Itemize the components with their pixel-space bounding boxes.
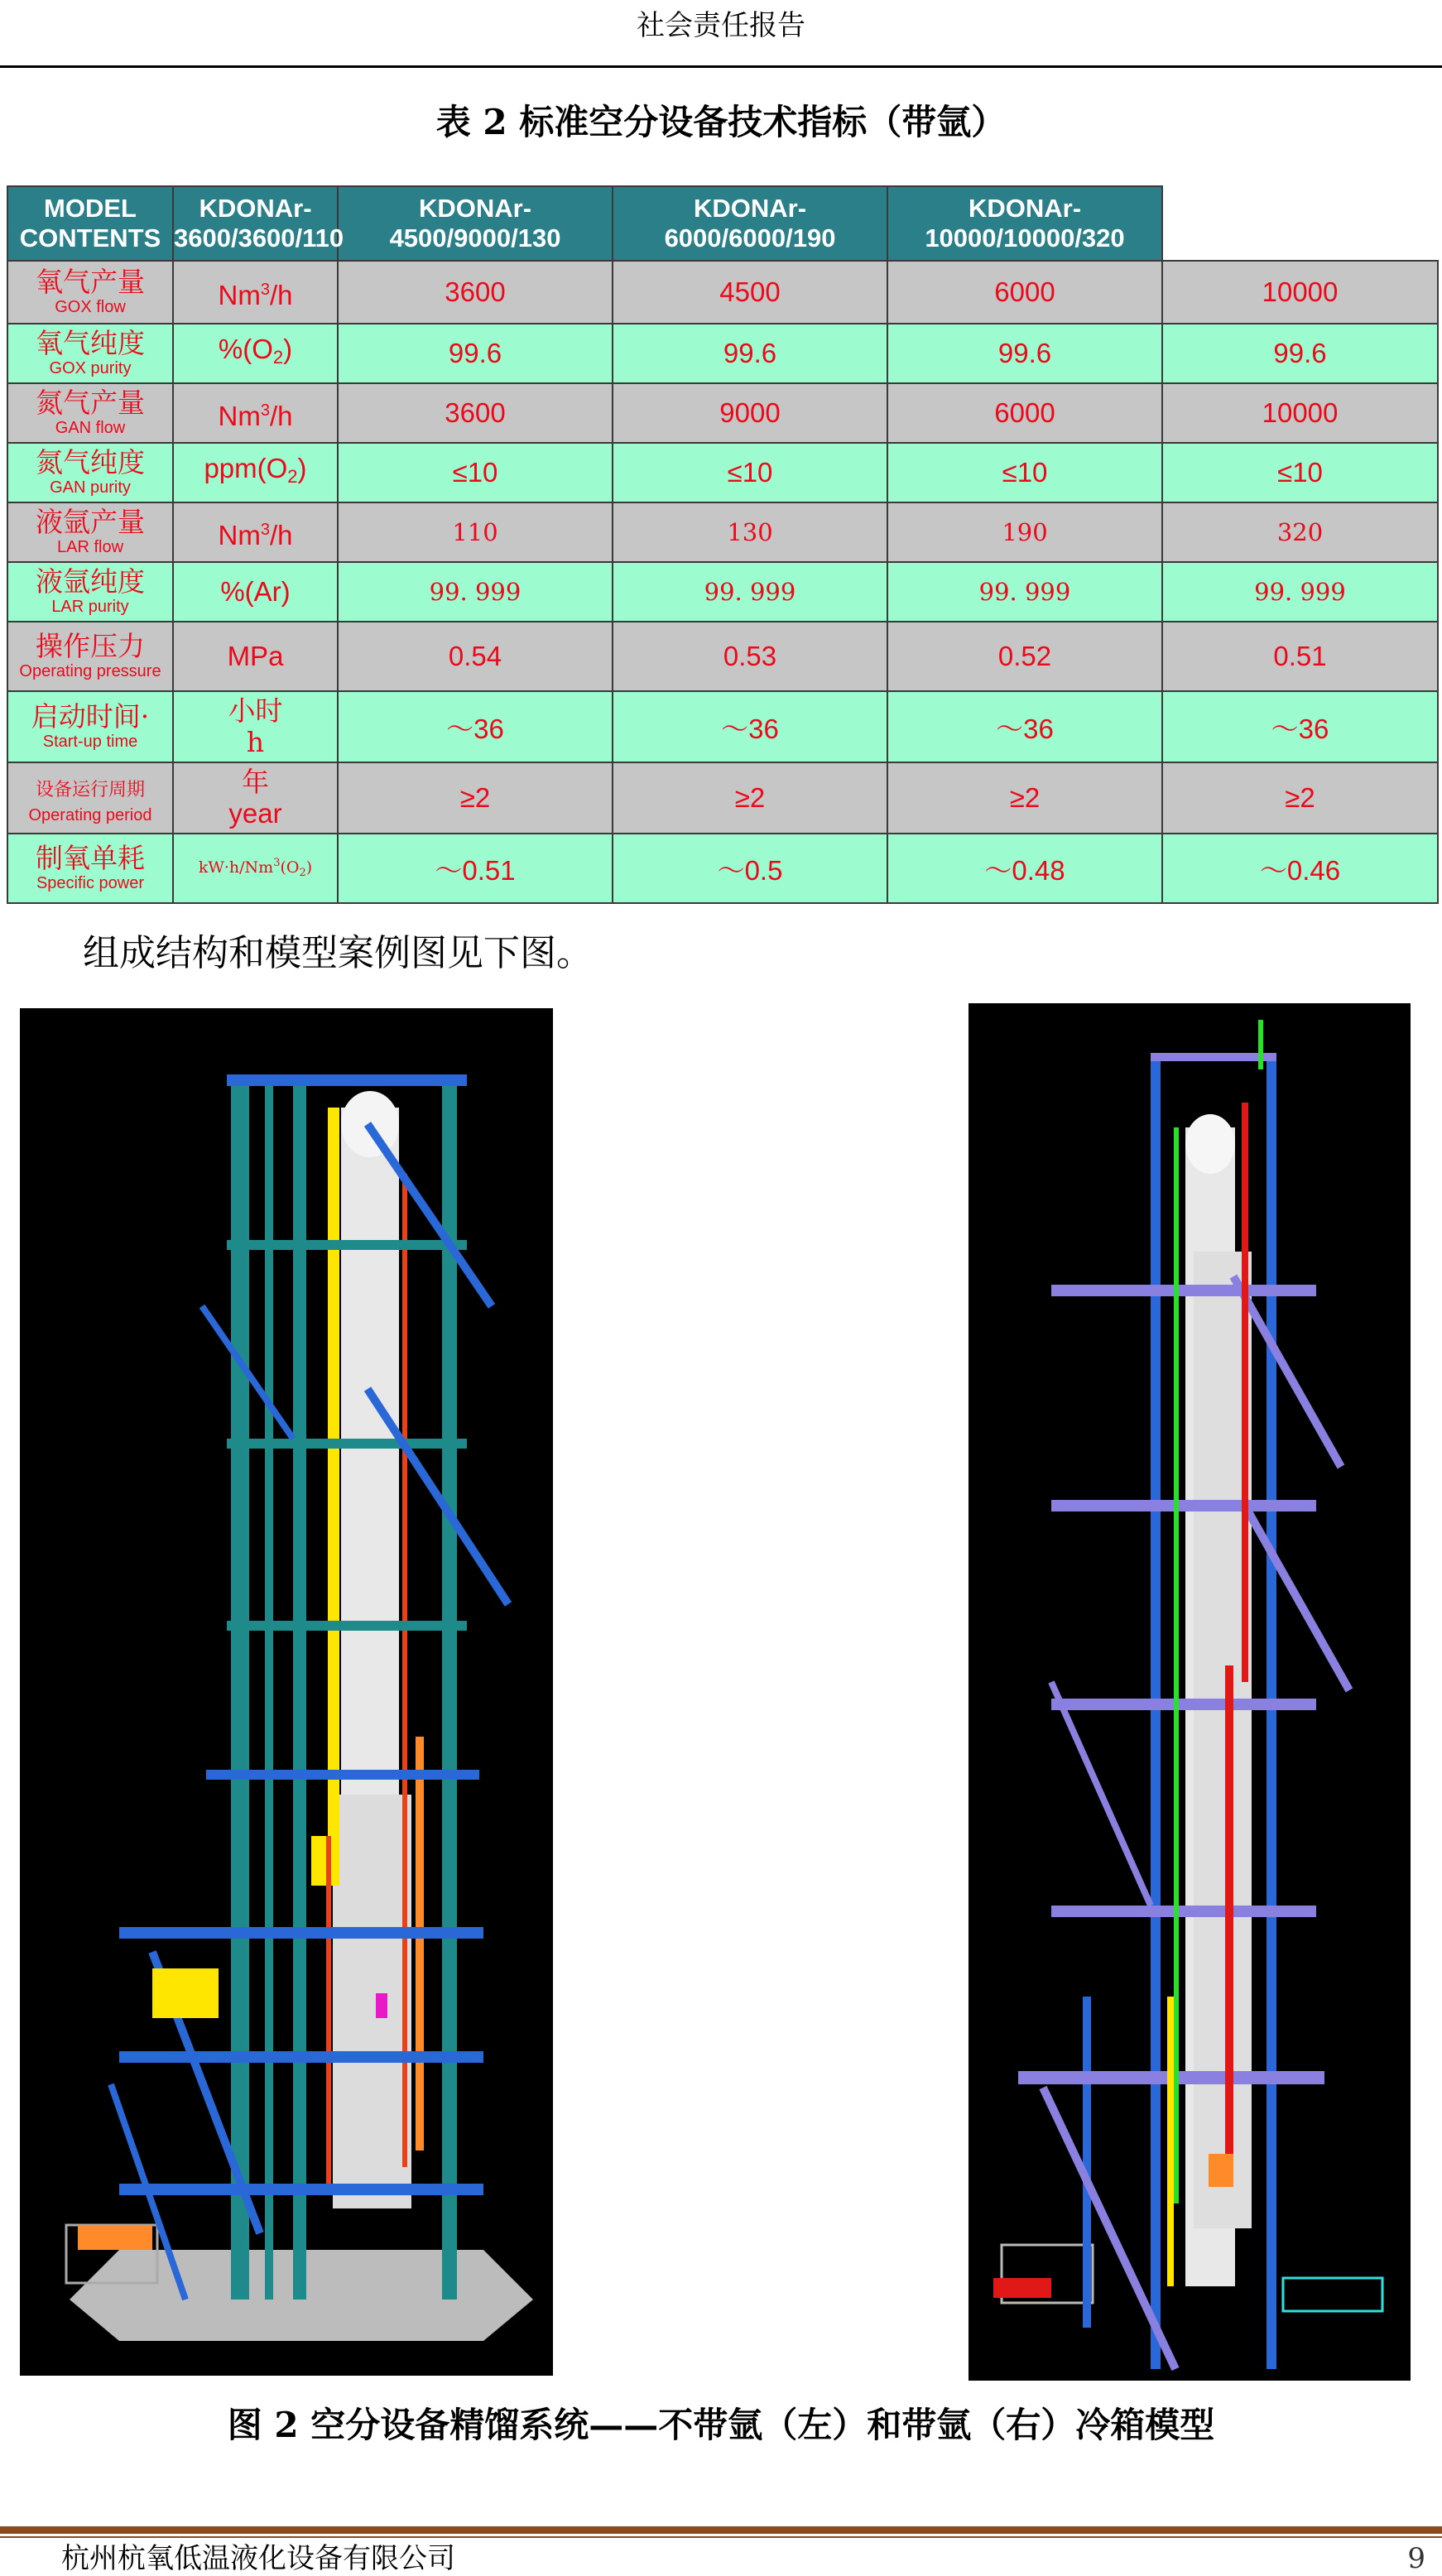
value-cell: ～0.51	[338, 834, 613, 903]
value-cell: ～36	[338, 691, 613, 762]
table-row	[7, 261, 1438, 324]
value-cell: 10000	[1162, 383, 1438, 443]
unit-cell: Nm$^3$/h	[173, 502, 338, 562]
value-cell: 320	[1162, 502, 1438, 562]
page-header: 社会责任报告	[0, 0, 1442, 68]
value-cell: 0.52	[887, 622, 1162, 691]
unit-cell: 小时 h	[173, 691, 338, 762]
unit-cell: 年 year	[173, 762, 338, 834]
table-row	[7, 324, 1438, 383]
param-cell: 操作压力 Operating pressure	[7, 622, 173, 691]
table-row	[7, 622, 1438, 691]
param-cell: 氧气产量 GOX flow	[7, 261, 173, 324]
unit-cell: $\%(O_2)$	[173, 324, 338, 383]
table-row	[7, 691, 1438, 762]
header-model-4: KDONAr- 10000/10000/320	[887, 186, 1162, 261]
param-cell: 氧气纯度 GOX purity	[7, 324, 173, 383]
value-cell: ≥2	[887, 762, 1162, 834]
param-cell: 制氧单耗 Specific power	[7, 834, 173, 903]
footer-rule-thin	[0, 2536, 1442, 2538]
param-cell: 启动时间· Start-up time	[7, 691, 173, 762]
value-cell: 99. 999	[887, 562, 1162, 622]
table-title: 表 2 标准空分设备技术指标（带氩）	[435, 102, 1007, 142]
value-cell: 3600	[338, 383, 613, 443]
value-cell: ≤10	[613, 443, 887, 502]
value-cell: ≥2	[613, 762, 887, 834]
value-cell: 3600	[338, 261, 613, 324]
param-cell: 液氩产量 LAR flow	[7, 502, 173, 562]
unit-cell: Nm$^3$/h	[173, 383, 338, 443]
value-cell: 0.51	[1162, 622, 1438, 691]
footer-rule	[0, 2526, 1442, 2534]
spec-table	[7, 185, 1439, 904]
value-cell: 190	[887, 502, 1162, 562]
param-cell: 氮气产量 GAN flow	[7, 383, 173, 443]
value-cell: ～0.5	[613, 834, 887, 903]
value-cell: ～0.48	[887, 834, 1162, 903]
table-row	[7, 383, 1438, 443]
value-cell: ～36	[887, 691, 1162, 762]
value-cell: ～36	[613, 691, 887, 762]
table-row	[7, 834, 1438, 903]
table-header-row	[7, 186, 1438, 261]
value-cell: 4500	[613, 261, 887, 324]
param-cell: 液氩纯度 LAR purity	[7, 562, 173, 622]
value-cell: ≤10	[1162, 443, 1438, 502]
param-cell: 氮气纯度 GAN purity	[7, 443, 173, 502]
cold-box-model-right-image	[969, 1003, 1411, 2381]
header-model-2: KDONAr- 4500/9000/130	[338, 186, 613, 261]
page-number: 9	[1407, 2542, 1425, 2575]
body-text: 组成结构和模型案例图见下图。	[83, 932, 593, 974]
unit-cell: $ppm(O_2)$	[173, 443, 338, 502]
unit-cell: Nm$^3$/h	[173, 261, 338, 324]
value-cell: 99. 999	[338, 562, 613, 622]
cold-box-model-left-image	[20, 1008, 553, 2376]
table-row	[7, 443, 1438, 502]
footer-company: 杭州杭氧低温液化设备有限公司	[61, 2542, 455, 2575]
unit-cell: %(Ar)	[173, 562, 338, 622]
table-row	[7, 562, 1438, 622]
table-row	[7, 502, 1438, 562]
value-cell: 0.54	[338, 622, 613, 691]
value-cell: 99.6	[887, 324, 1162, 383]
value-cell: 6000	[887, 383, 1162, 443]
value-cell: 99.6	[338, 324, 613, 383]
value-cell: 6000	[887, 261, 1162, 324]
value-cell: ～0.46	[1162, 834, 1438, 903]
unit-cell: $kW\cdot h/Nm^3(O_2)$	[173, 834, 338, 903]
value-cell: ～36	[1162, 691, 1438, 762]
value-cell: 99.6	[1162, 324, 1438, 383]
value-cell: 99. 999	[1162, 562, 1438, 622]
value-cell: ≤10	[887, 443, 1162, 502]
header-model-3: KDONAr- 6000/6000/190	[613, 186, 887, 261]
value-cell: 99. 999	[613, 562, 887, 622]
param-cell: 设备运行周期 Operating period	[7, 762, 173, 834]
header-model-1: KDONAr- 3600/3600/110	[173, 186, 338, 261]
value-cell: 9000	[613, 383, 887, 443]
value-cell: ≤10	[338, 443, 613, 502]
value-cell: ≥2	[338, 762, 613, 834]
value-cell: 10000	[1162, 261, 1438, 324]
value-cell: 110	[338, 502, 613, 562]
header-model-contents: MODEL CONTENTS	[7, 186, 173, 261]
figure-caption: 图 2 空分设备精馏系统——不带氩（左）和带氩（右）冷箱模型	[227, 2405, 1215, 2445]
value-cell: 0.53	[613, 622, 887, 691]
unit-cell: MPa	[173, 622, 338, 691]
value-cell: ≥2	[1162, 762, 1438, 834]
value-cell: 130	[613, 502, 887, 562]
value-cell: 99.6	[613, 324, 887, 383]
table-row	[7, 762, 1438, 834]
